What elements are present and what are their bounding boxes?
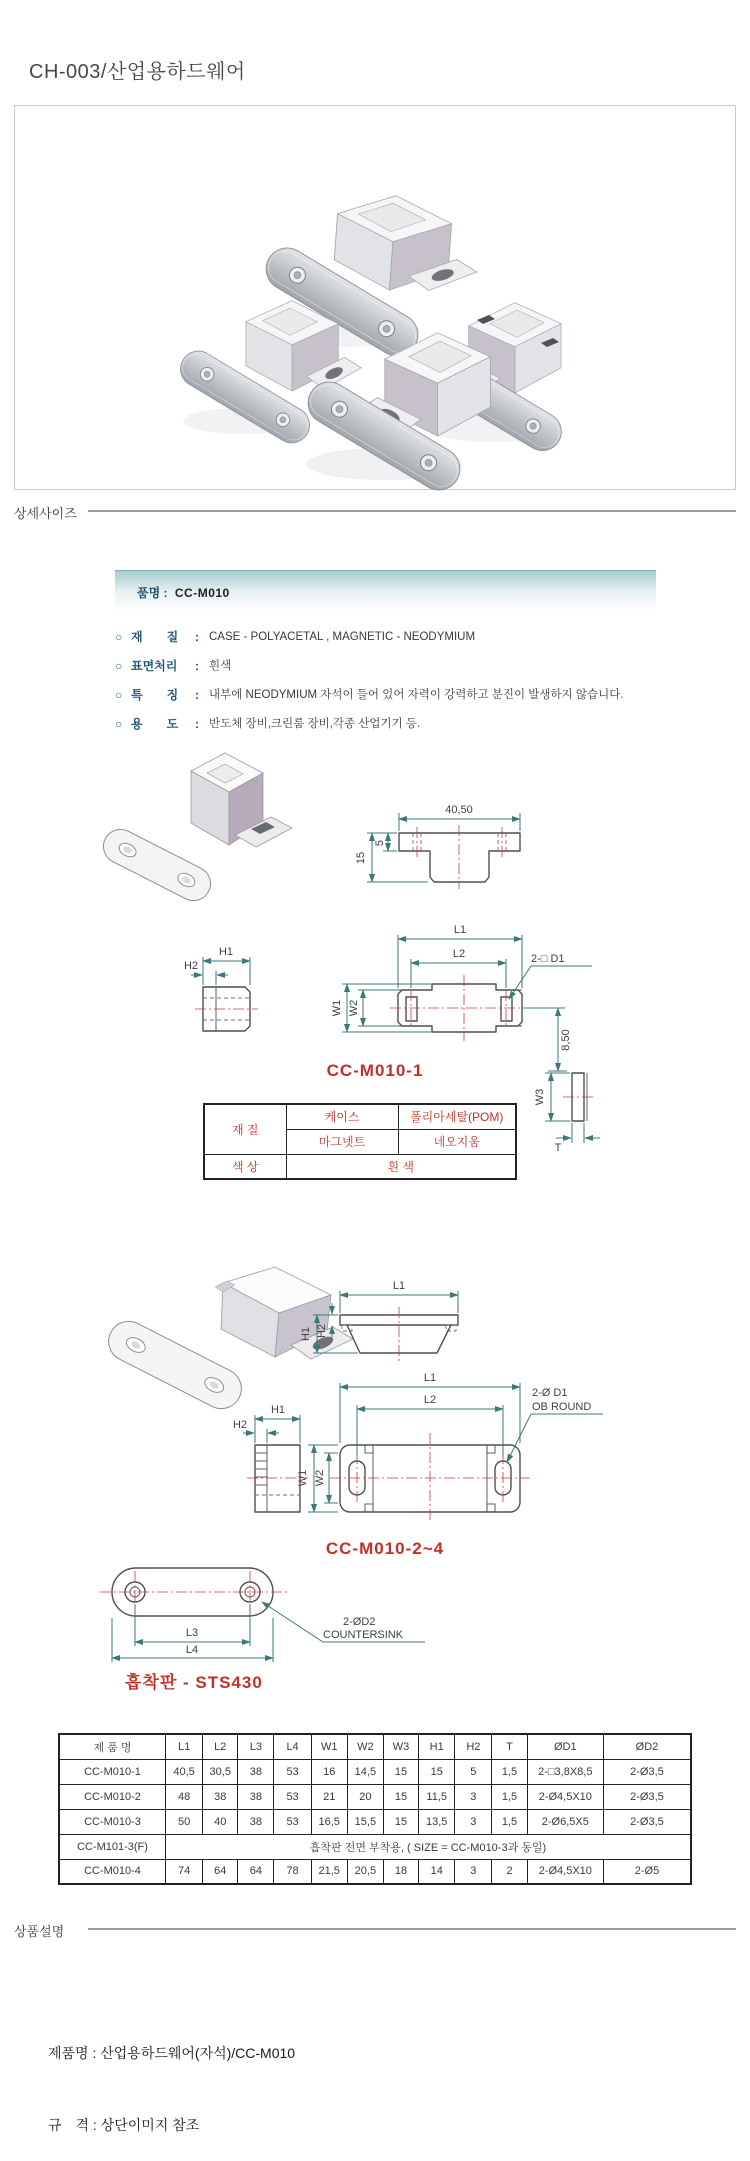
- bullet-icon: ○: [115, 717, 123, 731]
- spec-label: 재 질: [131, 630, 179, 644]
- bullet-icon: ○: [115, 659, 123, 673]
- size-cell: 3: [455, 1809, 492, 1834]
- product-name-value: CC-M010: [174, 586, 230, 600]
- size-cell: 2-Ø3,5: [603, 1759, 691, 1784]
- drawing-plate-sts430: [95, 1565, 655, 1705]
- bullet-icon: ○: [115, 630, 123, 644]
- size-row: [59, 1859, 691, 1884]
- size-cell: 21: [311, 1784, 347, 1809]
- size-cell: 15: [419, 1759, 455, 1784]
- size-cell: 38: [238, 1784, 274, 1809]
- dim-label: T: [554, 1142, 562, 1154]
- product-name-label: 품명: [137, 586, 161, 600]
- size-cell: 14: [419, 1859, 455, 1884]
- front-view: [297, 1372, 603, 1523]
- size-header: L1: [166, 1734, 203, 1759]
- size-header: L2: [203, 1734, 238, 1759]
- material-cell: 케이스: [286, 1104, 398, 1129]
- size-row: [59, 1809, 691, 1834]
- spec-row-feature: [115, 689, 660, 702]
- size-cell: 16,5: [311, 1809, 347, 1834]
- section-divider: [88, 510, 736, 512]
- size-header: W3: [383, 1734, 418, 1759]
- size-cell: 15: [383, 1759, 418, 1784]
- size-cell: 2-Ø4,5X10: [527, 1859, 603, 1884]
- dim-label: 5: [374, 839, 386, 847]
- size-cell: 15: [383, 1809, 418, 1834]
- size-cell: 18: [383, 1859, 418, 1884]
- end-view: [184, 946, 258, 1031]
- size-span-row: [59, 1834, 691, 1859]
- size-cell: 38: [238, 1759, 274, 1784]
- plate-top-view: [100, 1568, 425, 1662]
- dim-label: H1: [270, 1404, 286, 1416]
- spec-row-surface: [115, 660, 660, 673]
- spec-value: 흰색: [209, 660, 232, 672]
- spec-value: CASE - POLYACETAL , MAGNETIC - NEODYMIUM: [209, 631, 476, 643]
- table-row: [204, 1154, 516, 1179]
- size-header: 제 품 명: [59, 1734, 166, 1759]
- size-cell: 14,5: [347, 1759, 383, 1784]
- size-cell: 48: [166, 1784, 203, 1809]
- size-cell: CC-M010-1: [59, 1759, 166, 1784]
- dim-label: H1: [218, 946, 234, 958]
- table-row: [204, 1104, 516, 1129]
- end-view: [233, 1404, 308, 1512]
- description-line: 규 격 : 상단이미지 참조: [48, 2117, 200, 2133]
- color-head: 색 상: [204, 1154, 286, 1179]
- size-cell: 30,5: [203, 1759, 238, 1784]
- size-cell: 78: [274, 1859, 311, 1884]
- size-header: ØD2: [603, 1734, 691, 1759]
- dim-label: L1: [453, 924, 467, 936]
- size-cell: 15: [383, 1784, 418, 1809]
- dim-label: W1: [297, 1469, 309, 1487]
- size-header: L3: [238, 1734, 274, 1759]
- dim-label: L2: [423, 1394, 437, 1406]
- spec-label: 용 도: [131, 717, 179, 731]
- size-cell: 1,5: [492, 1784, 527, 1809]
- side-view: [355, 804, 520, 889]
- size-cell: 1,5: [492, 1809, 527, 1834]
- size-cell: CC-M010-2: [59, 1784, 166, 1809]
- dim-label: W1: [331, 999, 343, 1017]
- dim-label: 40,50: [445, 804, 473, 816]
- size-cell: 2-Ø4,5X10: [527, 1784, 603, 1809]
- material-table: [203, 1103, 517, 1180]
- size-cell: CC-M101-3(F): [59, 1834, 166, 1859]
- dim-label: H2: [183, 960, 199, 972]
- size-cell: 2-Ø6,5X5: [527, 1809, 603, 1834]
- dim-label: H1: [300, 1326, 312, 1342]
- dim-label: 2-Ø D1: [532, 1387, 568, 1399]
- size-header: W2: [347, 1734, 383, 1759]
- drawing2-label: CC-M010-2~4: [325, 1539, 445, 1558]
- size-cell: CC-M010-3: [59, 1809, 166, 1834]
- size-cell: 20,5: [347, 1859, 383, 1884]
- spec-value: 반도체 장비,크린룸 장비,각종 산업기기 등.: [209, 718, 421, 730]
- size-cell: 3: [455, 1784, 492, 1809]
- dim-label: 8,50: [560, 1029, 572, 1051]
- size-cell: 74: [166, 1859, 203, 1884]
- size-cell: 13,5: [419, 1809, 455, 1834]
- dim-label: H2: [316, 1323, 328, 1339]
- product-photo-box: [14, 105, 736, 490]
- size-cell: 2: [492, 1859, 527, 1884]
- size-cell: 38: [238, 1809, 274, 1834]
- size-cell: 20: [347, 1784, 383, 1809]
- size-cell: 15,5: [347, 1809, 383, 1834]
- size-cell: 64: [238, 1859, 274, 1884]
- spec-label: 특 징: [131, 688, 179, 702]
- size-header: H2: [455, 1734, 492, 1759]
- size-header: T: [492, 1734, 527, 1759]
- drawing1-label: CC-M010-1: [326, 1061, 424, 1080]
- spec-value: 내부에 NEODYMIUM 자석이 들어 있어 자력이 강력하고 분진이 발생하지 않습니다.: [209, 689, 624, 701]
- size-cell: 11,5: [419, 1784, 455, 1809]
- spec-colon: :: [195, 717, 199, 731]
- spec-row-material: [115, 631, 660, 644]
- dim-label: COUNTERSINK: [323, 1629, 404, 1641]
- size-row: [59, 1784, 691, 1809]
- description-line: 제품명 : 산업용하드웨어(자석)/CC-M010: [48, 2045, 296, 2061]
- size-span-note: 흡착판 전면 부착용, ( SIZE = CC-M010-3과 동일): [166, 1834, 692, 1859]
- size-cell: 2-Ø3,5: [603, 1784, 691, 1809]
- dim-label: W2: [314, 1469, 326, 1487]
- dim-label: L1: [423, 1372, 437, 1384]
- size-cell: 40,5: [166, 1759, 203, 1784]
- spec-list: [115, 631, 660, 731]
- size-cell: 53: [274, 1784, 311, 1809]
- magnetic-catch-top: [332, 192, 481, 296]
- size-cell: 21,5: [311, 1859, 347, 1884]
- material-head: 재 질: [204, 1104, 286, 1154]
- page-title: CH-003/산업용하드웨어: [29, 61, 246, 83]
- size-cell: CC-M010-4: [59, 1859, 166, 1884]
- top-view: [331, 924, 592, 1071]
- dim-label: 15: [355, 851, 367, 865]
- size-cell: 2-Ø5: [603, 1859, 691, 1884]
- product-name-colon: :: [163, 586, 168, 600]
- dim-label: W3: [534, 1088, 546, 1106]
- size-table: [58, 1733, 692, 1885]
- spec-colon: :: [195, 688, 199, 702]
- size-cell: 2-Ø3,5: [603, 1809, 691, 1834]
- size-header: ØD1: [527, 1734, 603, 1759]
- size-cell: 1,5: [492, 1759, 527, 1784]
- product-name-bar: [115, 570, 656, 611]
- size-header: H1: [419, 1734, 455, 1759]
- section-divider: [88, 1928, 736, 1930]
- dim-label: L1: [392, 1280, 406, 1292]
- size-cell: 64: [203, 1859, 238, 1884]
- spec-colon: :: [195, 659, 199, 673]
- size-cell: 16: [311, 1759, 347, 1784]
- bullet-icon: ○: [115, 688, 123, 702]
- size-cell: 5: [455, 1759, 492, 1784]
- iso-view: [98, 753, 292, 906]
- size-cell: 3: [455, 1859, 492, 1884]
- size-cell: 40: [203, 1809, 238, 1834]
- size-header: W1: [311, 1734, 347, 1759]
- drawing-cc-m010-2-4: [95, 1265, 655, 1565]
- spec-colon: :: [195, 630, 199, 644]
- dim-label: OB ROUND: [532, 1401, 592, 1413]
- size-header: L4: [274, 1734, 311, 1759]
- dim-label: 2-ØD2: [343, 1616, 376, 1628]
- color-cell: 흰 색: [286, 1154, 516, 1179]
- iso-view: [102, 1267, 353, 1416]
- dim-label: W2: [348, 999, 360, 1017]
- size-cell: 53: [274, 1809, 311, 1834]
- size-header-row: [59, 1734, 691, 1759]
- section-detail-size: 상세사이즈: [14, 506, 77, 521]
- size-cell: 50: [166, 1809, 203, 1834]
- dim-label: L3: [185, 1627, 199, 1639]
- section-product-desc: 상품설명: [14, 1924, 65, 1939]
- product-photo: [15, 106, 735, 489]
- spec-row-usage: [115, 718, 660, 731]
- dim-label: 2-□ D1: [531, 953, 565, 965]
- material-cell: 네오지움: [398, 1129, 516, 1154]
- material-cell: 폴리아세탈(POM): [398, 1104, 516, 1129]
- size-cell: 2-□3,8X8,5: [527, 1759, 603, 1784]
- dim-label: L4: [185, 1644, 199, 1656]
- size-row: [59, 1759, 691, 1784]
- material-cell: 마그넷트: [286, 1129, 398, 1154]
- drawing3-label: 흡착판 - STS430: [125, 1673, 263, 1692]
- product-description: [48, 1993, 295, 2161]
- dim-label: H2: [232, 1419, 248, 1431]
- size-cell: 53: [274, 1759, 311, 1784]
- plate-side-view: [534, 1073, 600, 1154]
- dim-label: L2: [452, 948, 466, 960]
- size-cell: 38: [203, 1784, 238, 1809]
- spec-label: 표면처리: [131, 659, 178, 673]
